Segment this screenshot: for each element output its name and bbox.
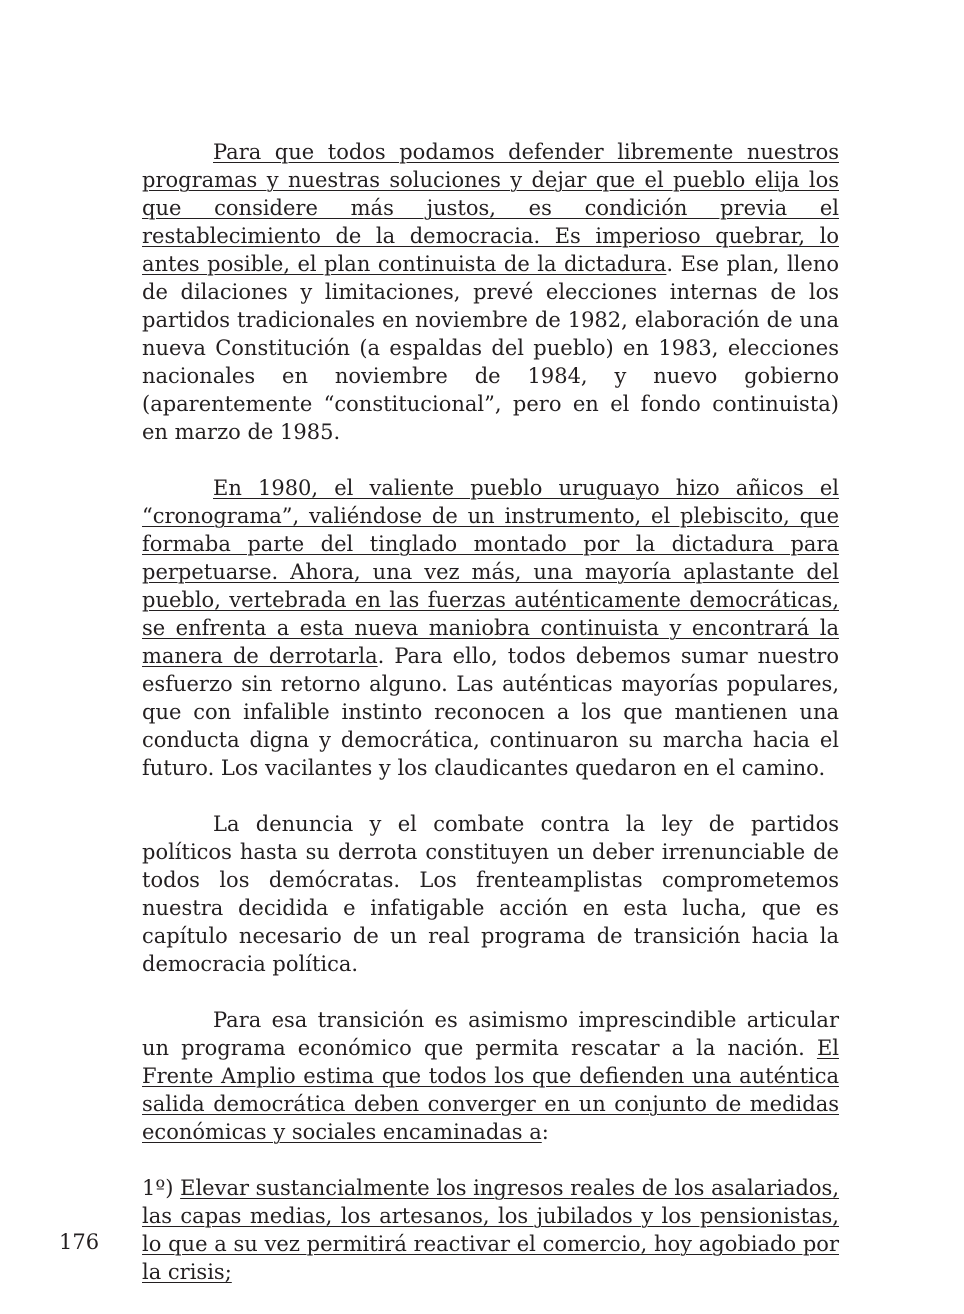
page-number: 176 (59, 1230, 100, 1254)
plain-text: . Para ello, todos debemos sumar nuestro esfuerzo sin retorno alguno. Las auténticas mayorías populares, que con infalible instinto reconocen a los que mantienen una conducta digna y democrática, continuaron su marcha hacia el futuro. Los vacilantes y los claudicantes quedaron en el camino. (142, 644, 839, 780)
list-marker: 1º) (142, 1176, 181, 1200)
plain-text: La denuncia y el combate contra la ley de partidos políticos hasta su derrota constituyen un deber irrenunciable de todos los demócratas. Los frenteamplistas comprometemos nuestra decidida e infatigable acción en esta lucha, que es capítulo necesario de un real programa de transición hacia la democracia política. (142, 812, 839, 976)
plain-text: : (541, 1120, 549, 1144)
paragraph-4 (142, 1006, 839, 1146)
underlined-text: El Frente Amplio estima que todos los que defienden una auténtica salida democrática deben converger en un conjunto de medidas económicas y sociales encaminadas a (142, 1036, 839, 1144)
list-item-1 (142, 1174, 839, 1286)
paragraph-1 (142, 138, 839, 446)
paragraph-2 (142, 474, 839, 782)
plain-text: Para esa transición es asimismo imprescindible articular un programa económico que permita rescatar a la nación. (142, 1008, 839, 1060)
plain-text: . Ese plan, lleno de dilaciones y limitaciones, prevé elecciones internas de los partidos tradicionales en noviembre de 1982, elaboración de una nueva Constitución (a espaldas del pueblo) en 1983, elecciones nacionales en noviembre de 1984, y nuevo gobierno (aparentemente “constitucional”, pero en el fondo continuista) en marzo de 1985. (142, 252, 839, 444)
underlined-text: Elevar sustancialmente los ingresos reales de los asalariados, las capas medias, los artesanos, los jubilados y los pensionistas, lo que a su vez permitirá reactivar el comercio, hoy agobiado por la crisis; (142, 1176, 840, 1284)
underlined-text: En 1980, el valiente pueblo uruguayo hizo añicos el “cronograma”, valiéndose de un instrumento, el plebiscito, que formaba parte del tinglado montado por la dictadura para perpetuarse. Ahora, una vez más, una mayoría aplastante del pueblo, vertebrada en las fuerzas auténticamente democráticas, se enfrenta a esta nueva maniobra continuista y encontrará la manera de derrotarla (142, 476, 839, 668)
paragraph-3 (142, 810, 839, 978)
body-text (142, 138, 839, 1314)
underlined-text: Para que todos podamos defender libremente nuestros programas y nuestras soluciones y dejar que el pueblo elija los que considere más justos, es condición previa el restablecimiento de la democracia. Es imperioso quebrar, lo antes posible, el plan continuista de la dictadura (142, 140, 839, 276)
